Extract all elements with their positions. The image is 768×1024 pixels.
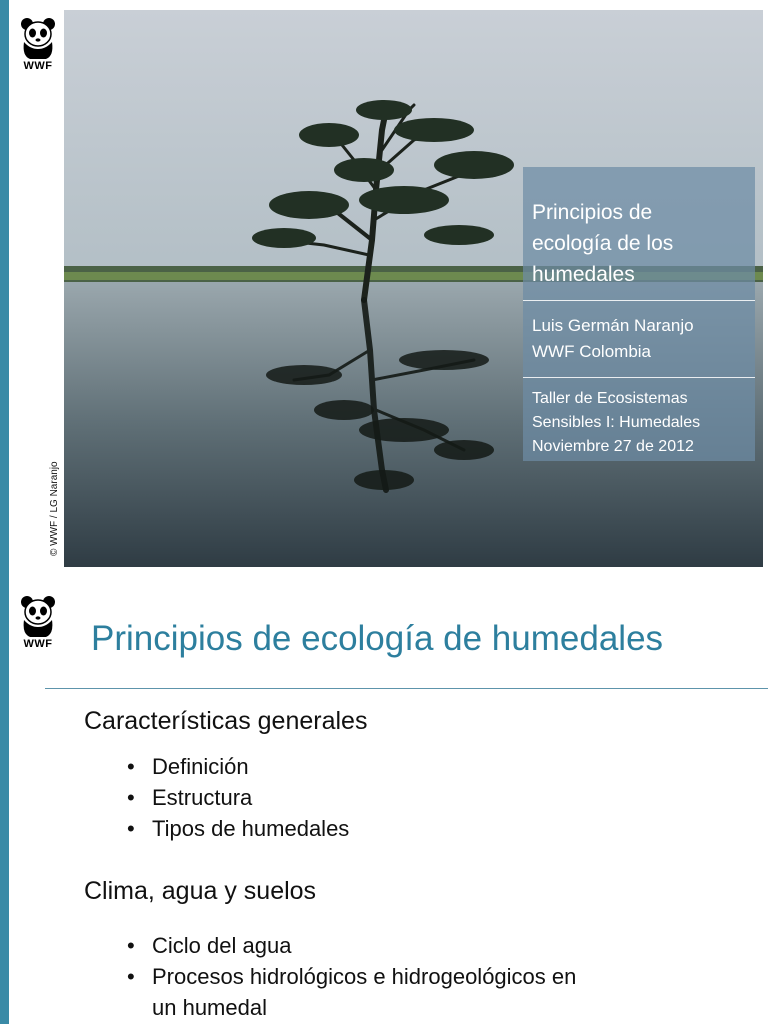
title-line: humedales [532,263,635,286]
bullet-list [127,930,576,1023]
author-line: Luis Germán Naranjo [532,316,694,335]
title-line: ecología de los [532,232,674,255]
event-info [523,377,755,461]
list-item: • Estructura [127,785,253,810]
event-line: Taller de Ecosistemas [532,390,688,407]
bullet-list [127,751,349,844]
logo-text: WWF [23,638,53,650]
side-accent-bar [0,0,9,1024]
author-line: WWF Colombia [532,342,652,361]
panda-icon [18,16,58,60]
photo-credit: © WWF / LG Naranjo [49,461,60,556]
list-item: • Ciclo del agua [127,933,292,958]
list-item: • Tipos de humedales [127,816,350,841]
list-item: • Procesos hidrológicos e hidrogeológicos en [127,964,577,989]
presentation-title [523,167,755,300]
title-divider [45,688,768,689]
author-info [523,300,755,377]
title-line: Principios de [532,201,653,224]
title-info-box [523,167,755,461]
wwf-logo [18,16,58,72]
logo-text: WWF [23,60,53,72]
slide-title: Principios de ecología de humedales [91,619,664,658]
wwf-logo [18,594,58,650]
section-heading: Características generales [84,707,368,735]
list-item: • Definición [127,754,249,779]
list-item: un humedal [152,995,267,1020]
event-line: Sensibles I: Humedales [532,414,701,431]
panda-icon [18,594,58,638]
section-heading: Clima, agua y suelos [84,877,317,905]
event-line: Noviembre 27 de 2012 [532,438,694,455]
